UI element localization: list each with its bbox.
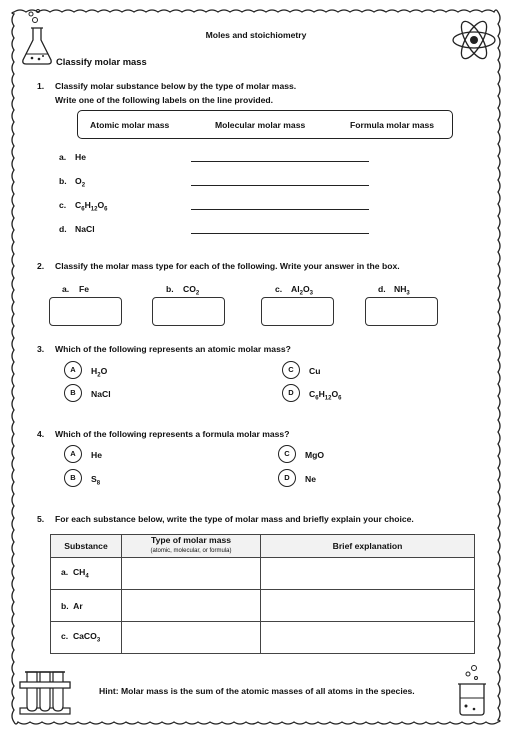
table-row-substance: b. Ar — [51, 590, 122, 622]
test-tubes-icon — [18, 668, 72, 718]
option-text: He — [91, 450, 102, 460]
explanation-answer-cell[interactable] — [261, 622, 475, 654]
q1-item-formula: He — [75, 152, 86, 162]
q1-item-letter: c. — [59, 200, 67, 210]
option-b-bubble[interactable]: B — [64, 469, 82, 487]
q2-number: 2. — [37, 261, 45, 271]
q2-answer-box-d[interactable] — [365, 297, 438, 326]
q3-number: 3. — [37, 344, 45, 354]
q4-number: 4. — [37, 429, 45, 439]
section-subtitle: Classify molar mass — [56, 56, 147, 67]
option-c-bubble[interactable]: C — [278, 445, 296, 463]
beaker-icon — [452, 664, 492, 718]
q2-item-formula: $Al_2O_3$ — [291, 284, 313, 297]
q1-answer-line-d[interactable] — [191, 233, 369, 234]
q1-item-letter: d. — [59, 224, 67, 234]
q5-prompt: For each substance below, write the type of molar mass and briefly explain your choice. — [55, 514, 414, 524]
option-text: MgO — [305, 450, 325, 460]
q2-answer-box-c[interactable] — [261, 297, 334, 326]
q1-answer-line-b[interactable] — [191, 185, 369, 186]
q2-item-letter: b. — [166, 284, 174, 294]
label-option-molecular: Molecular molar mass — [215, 120, 306, 130]
option-b-bubble[interactable]: B — [64, 384, 82, 402]
q1-item-letter: a. — [59, 152, 67, 162]
q2-answer-box-b[interactable] — [152, 297, 225, 326]
option-text: Cu — [309, 366, 321, 376]
q1-answer-line-c[interactable] — [191, 209, 369, 210]
option-text: NaCl — [91, 389, 111, 399]
option-text: $C_6H_{12}O_6$ — [309, 389, 342, 402]
q2-item-formula: $NH_3$ — [394, 284, 410, 297]
type-answer-cell[interactable] — [122, 590, 261, 622]
q2-prompt: Classify the molar mass type for each of the following. Write your answer in the box. — [55, 261, 400, 271]
page-title: Moles and stoichiometry — [205, 30, 307, 40]
q5-table — [50, 534, 475, 654]
q2-item-letter: d. — [378, 284, 386, 294]
option-a-bubble[interactable]: A — [64, 361, 82, 379]
option-text: $H_2O$ — [91, 366, 108, 379]
q4-prompt: Which of the following represents a formula molar mass? — [55, 429, 290, 439]
q2-answer-box-a[interactable] — [49, 297, 122, 326]
q1-item-formula: NaCl — [75, 224, 95, 234]
explanation-answer-cell[interactable] — [261, 590, 475, 622]
option-text: $S_8$ — [91, 474, 101, 487]
q2-item-letter: a. — [62, 284, 70, 294]
q1-number: 1. — [37, 81, 45, 91]
col-header-explanation: Brief explanation — [261, 535, 475, 558]
col-header-substance: Substance — [51, 535, 122, 558]
q2-item-letter: c. — [275, 284, 283, 294]
option-a-bubble[interactable]: A — [64, 445, 82, 463]
atom-icon — [450, 16, 498, 64]
label-option-formula: Formula molar mass — [350, 120, 435, 130]
q1-answer-line-a[interactable] — [191, 161, 369, 162]
q1-prompt-line2: Write one of the following labels on the line provided. — [55, 95, 274, 105]
option-text: Ne — [305, 474, 316, 484]
q1-item-formula: $C_6H_{12}O_6$ — [75, 200, 108, 213]
table-row-substance: c. CaCO$_3$ — [51, 622, 122, 654]
option-d-bubble[interactable]: D — [278, 469, 296, 487]
label-option-atomic: Atomic molar mass — [90, 120, 170, 130]
q3-prompt: Which of the following represents an atomic molar mass? — [55, 344, 291, 354]
q5-number: 5. — [37, 514, 45, 524]
q1-item-formula: $O_2$ — [75, 176, 86, 189]
table-row-substance: a. $CH_4$ — [51, 558, 122, 590]
type-answer-cell[interactable] — [122, 622, 261, 654]
explanation-answer-cell[interactable] — [261, 558, 475, 590]
option-c-bubble[interactable]: C — [282, 361, 300, 379]
hint-text: Hint: Molar mass is the sum of the atomic masses of all atoms in the species. — [99, 686, 415, 696]
option-d-bubble[interactable]: D — [282, 384, 300, 402]
col-header-type: Type of molar mass (atomic, molecular, or formula) — [122, 535, 261, 558]
q1-item-letter: b. — [59, 176, 67, 186]
type-answer-cell[interactable] — [122, 558, 261, 590]
q1-prompt-line1: Classify molar substance below by the type of molar mass. — [55, 81, 297, 91]
q2-item-formula: Fe — [79, 284, 90, 294]
q2-item-formula: $CO_2$ — [183, 284, 200, 297]
